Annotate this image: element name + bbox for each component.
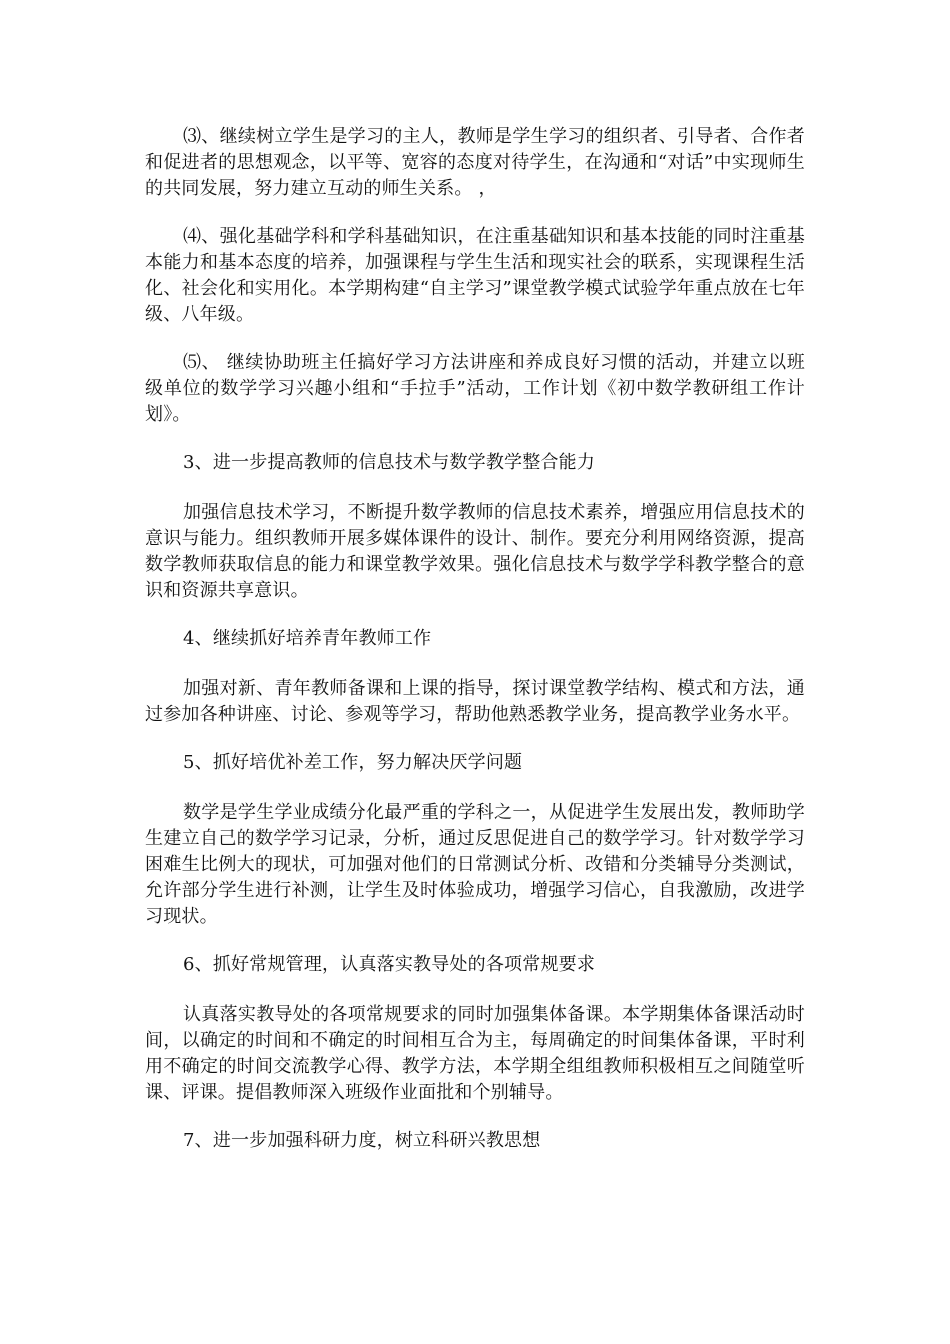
section-heading-6: 6、抓好常规管理，认真落实教导处的各项常规要求 [183,954,596,975]
paragraph-it-integration: 加强信息技术学习，不断提升数学教师的信息技术素养，增强应用信息技术的意识与能力。组织教师开展多媒体课件的设计、制作。要充分利用网络资源，提高数学教师获取信息的能力和课堂教学效果。强化信息技术与数学学科教学整合的意识和资源共享意识。 [145,502,805,601]
paragraph-item-5: ⑸、 继续协助班主任搞好学习方法讲座和养成良好习惯的活动，并建立以班级单位的数学学习兴趣小组和“手拉手”活动，工作计划《初中数学教研组工作计划》。 [145,352,805,425]
paragraph-tutoring: 数学是学生学业成绩分化最严重的学科之一，从促进学生发展出发，教师助学生建立自己的数学学习记录，分析，通过反思促进自己的数学学习。针对数学学习困难生比例大的现状，可加强对他们的日常测试分析、改错和分类辅导分类测试，允许部分学生进行补测，让学生及时体验成功，增强学习信心，自我激励，改进学习现状。 [145,802,805,927]
paragraph-young-teachers: 加强对新、青年教师备课和上课的指导，探讨课堂教学结构、模式和方法，通过参加各种讲座、讨论、参观等学习，帮助他熟悉教学业务，提高教学业务水平。 [145,678,805,725]
section-heading-4: 4、继续抓好培养青年教师工作 [183,628,432,649]
paragraph-item-4: ⑷、强化基础学科和学科基础知识，在注重基础知识和基本技能的同时注重基本能力和基本态度的培养，加强课程与学生生活和现实社会的联系，实现课程生活化、社会化和实用化。本学期构建“自主学习”课堂教学模式试验学年重点放在七年级、八年级。 [145,226,805,325]
section-heading-3: 3、进一步提高教师的信息技术与数学教学整合能力 [183,452,596,473]
paragraph-item-3: ⑶、继续树立学生是学习的主人，教师是学生学习的组织者、引导者、合作者和促进者的思想观念，以平等、宽容的态度对待学生，在沟通和“对话”中实现师生的共同发展，努力建立互动的师生关系。 ， [145,126,805,199]
section-heading-7: 7、进一步加强科研力度，树立科研兴教思想 [183,1130,541,1151]
section-heading-5: 5、抓好培优补差工作，努力解决厌学问题 [183,752,523,773]
paragraph-routine-management: 认真落实教导处的各项常规要求的同时加强集体备课。本学期集体备课活动时间，以确定的时间和不确定的时间相互合为主，每周确定的时间集体备课，平时利用不确定的时间交流教学心得、教学方法，本学期全组组教师积极相互之间随堂听课、评课。提倡教师深入班级作业面批和个别辅导。 [145,1004,805,1103]
document-body [145,124,805,1178]
